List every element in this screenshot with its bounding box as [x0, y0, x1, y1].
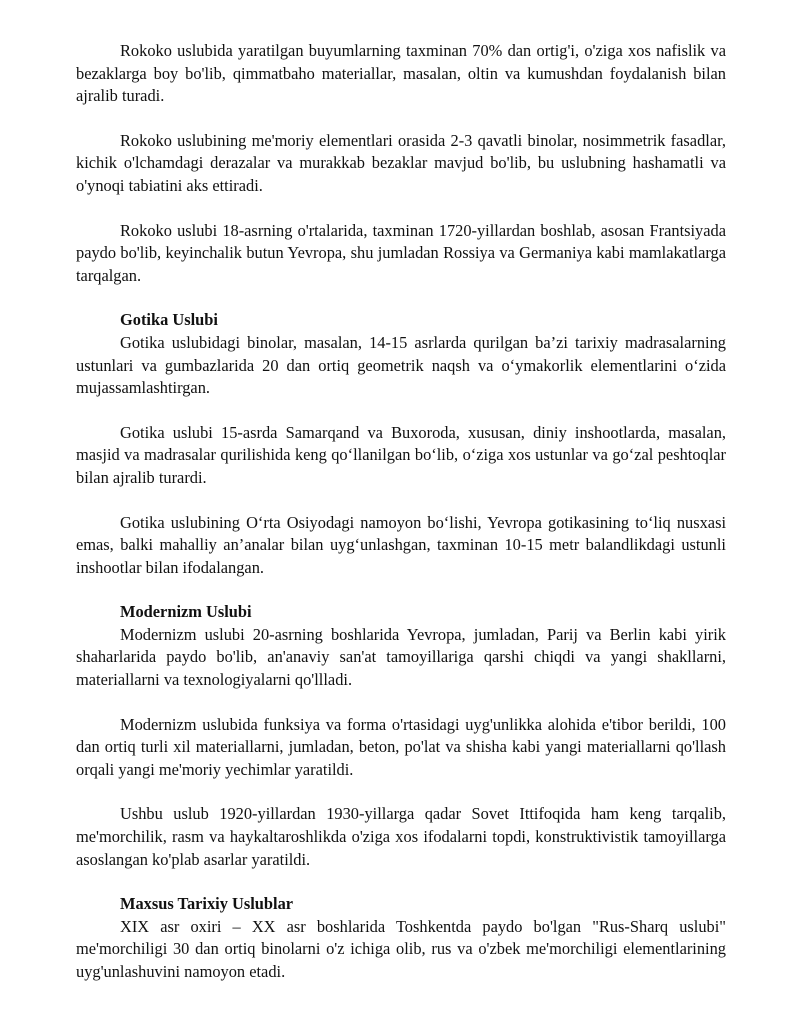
heading-modernizm: Modernizm Uslubi	[120, 602, 252, 622]
heading-gotika: Gotika Uslubi	[120, 310, 218, 330]
paragraph-modernizm-1: Modernizm uslubi 20-asrning boshlarida Yevropa, jumladan, Parij va Berlin kabi yirik shaharlarida paydo bo'lib, an'anaviy san'at tamoyillariga qarshi chiqdi va yangi shakllarni, materiallarni va texnologiyalarni qo'llladi.	[76, 624, 726, 690]
paragraph-rokoko-2: Rokoko uslubining me'moriy elementlari orasida 2-3 qavatli binolar, nosimmetrik fasadlar, kichik o'lchamdagi derazalar va murakkab bezaklar mavjud bo'lib, bu uslubning hashamatli va o'ynoqi tabiatini aks ettiradi.	[76, 130, 726, 195]
paragraph-gotika-1: Gotika uslubidagi binolar, masalan, 14-15 asrlarda qurilgan ba’zi tarixiy madrasalarning ustunlari va gumbazlarida 20 dan ortiq geometrik naqsh va o‘ymakorlik elementlarini o‘zida mujassamlashtirgan.	[76, 332, 726, 398]
paragraph-modernizm-2: Modernizm uslubida funksiya va forma o'rtasidagi uyg'unlikka alohida e'tibor berildi, 100 dan ortiq turli xil materiallarni, jumladan, beton, po'lat va shisha kabi yangi materiallarni qo'llash orqali yangi me'moriy yechimlar yaratildi.	[76, 714, 726, 779]
paragraph-modernizm-3: Ushbu uslub 1920-yillardan 1930-yillarga qadar Sovet Ittifoqida ham keng tarqalib, me'morchilik, rasm va haykaltaroshlikda o'ziga xos ifodalarni topdi, konstruktivistik tamoyillarga asoslangan ko'plab asarlar yaratildi.	[76, 804, 726, 869]
paragraph-gotika-2: Gotika uslubi 15-asrda Samarqand va Buxoroda, xususan, diniy inshootlarda, masalan, masjid va madrasalar qurilishida keng qo‘llanilgan bo‘lib, o‘ziga xos ustunlar va go‘zal peshtoqlar bilan ajralib turardi.	[76, 422, 726, 487]
heading-maxsus: Maxsus Tarixiy Uslublar	[120, 894, 294, 914]
paragraph-rokoko-1: Rokoko uslubida yaratilgan buyumlarning taxminan 70% dan ortig'i, o'ziga xos nafislik va bezaklarga boy bo'lib, qimmatbaho materiallar, masalan, oltin va kumushdan foydalanish bilan ajralib turadi.	[76, 41, 726, 106]
paragraph-gotika-3: Gotika uslubining O‘rta Osiyodagi namoyon bo‘lishi, Yevropa gotikasining to‘liq nusxasi emas, balki mahalliy an’analar bilan uyg‘unlashgan, taxminan 10-15 metr balandlikdagi ustunli inshootlar bilan ifodalangan.	[76, 512, 726, 577]
paragraph-maxsus-1: XIX asr oxiri – XX asr boshlarida Toshkentda paydo bo'lgan "Rus-Sharq uslubi" me'morchiligi 30 dan ortiq binolarni o'z ichiga olib, rus va o'zbek me'morchiligi elementlarining uyg'unlashuvini namoyon etadi.	[76, 916, 726, 981]
paragraph-rokoko-3: Rokoko uslubi 18-asrning o'rtalarida, taxminan 1720-yillardan boshlab, asosan Frantsiyada paydo bo'lib, keyinchalik butun Yevropa, shu jumladan Rossiya va Germaniya kabi mamlakatlarga tarqalgan.	[76, 220, 726, 285]
